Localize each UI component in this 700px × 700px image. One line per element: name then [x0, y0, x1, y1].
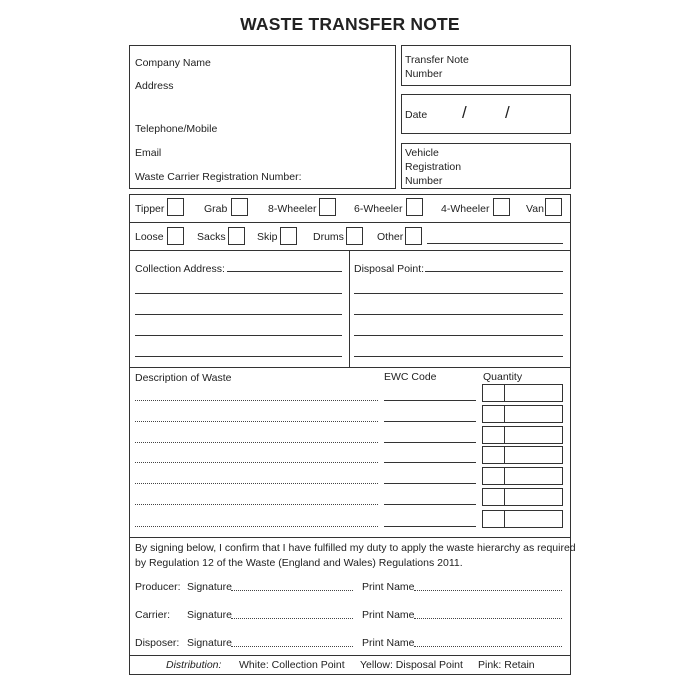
quantity-cell-divider [504, 489, 505, 505]
skip-checkbox[interactable] [280, 227, 297, 245]
collection-address-line[interactable] [135, 314, 342, 315]
carrier-print-name-label: Print Name [362, 609, 415, 621]
waste-description-line[interactable] [135, 442, 378, 443]
distribution-white: White: Collection Point [239, 659, 345, 671]
other-checkbox[interactable] [405, 227, 422, 245]
other-specify-line[interactable] [427, 243, 563, 244]
8-wheeler-checkbox[interactable] [319, 198, 336, 216]
container-type-skip-label: Skip [257, 231, 278, 243]
producer-print-name-line[interactable] [414, 590, 562, 591]
disposer-signature-label: Signature [187, 637, 232, 649]
vehicle-label-line3: Number [405, 175, 443, 187]
container-type-drums-label: Drums [313, 231, 344, 243]
declaration-line-2: by Regulation 12 of the Waste (England and Wales) Regulations 2011. [135, 557, 463, 569]
vehicle-type-van-label: Van [526, 203, 544, 215]
disposer-role-label: Disposer: [135, 637, 180, 649]
quantity-cell-divider [504, 468, 505, 484]
disposer-print-name-label: Print Name [362, 637, 415, 649]
6-wheeler-checkbox[interactable] [406, 198, 423, 216]
vehicle-type-8-wheeler-label: 8-Wheeler [268, 203, 317, 215]
collection-address-line[interactable] [135, 335, 342, 336]
telephone-label: Telephone/Mobile [135, 123, 218, 135]
disposer-print-name-line[interactable] [414, 646, 562, 647]
waste-description-line[interactable] [135, 483, 378, 484]
distribution-pink: Pink: Retain [478, 659, 535, 671]
form-title: WASTE TRANSFER NOTE [240, 14, 460, 34]
column-divider [349, 250, 350, 367]
divider [129, 222, 571, 223]
disposal-point-line[interactable] [354, 293, 563, 294]
waste-description-line[interactable] [135, 462, 378, 463]
divider [129, 537, 571, 538]
disposal-point-line[interactable] [354, 356, 563, 357]
transfer-note-label-line2: Number [405, 68, 443, 80]
loose-checkbox[interactable] [167, 227, 184, 245]
disposer-signature-line[interactable] [231, 646, 353, 647]
description-of-waste-label: Description of Waste [135, 372, 232, 384]
date-separator-1: / [462, 103, 467, 122]
quantity-cell[interactable] [482, 467, 563, 485]
quantity-cell-divider [504, 511, 505, 527]
quantity-cell[interactable] [482, 510, 563, 528]
carrier-role-label: Carrier: [135, 609, 171, 621]
distribution-yellow: Yellow: Disposal Point [360, 659, 463, 671]
quantity-cell[interactable] [482, 384, 563, 402]
quantity-cell-divider [504, 427, 505, 443]
declaration-line-1: By signing below, I confirm that I have fulfilled my duty to apply the waste hierarchy as required [135, 542, 576, 554]
collection-address-line[interactable] [135, 293, 342, 294]
disposal-point-line[interactable] [354, 335, 563, 336]
quantity-cell[interactable] [482, 446, 563, 464]
distribution-label: Distribution: [166, 659, 222, 671]
disposal-point-label: Disposal Point: [354, 263, 425, 275]
waste-description-line[interactable] [135, 504, 378, 505]
quantity-cell[interactable] [482, 405, 563, 423]
collection-address-line[interactable] [227, 271, 342, 272]
vehicle-label-line2: Registration [405, 161, 462, 173]
divider [129, 655, 571, 656]
waste-description-line[interactable] [135, 400, 378, 401]
quantity-cell[interactable] [482, 426, 563, 444]
disposal-point-line[interactable] [354, 314, 563, 315]
drums-checkbox[interactable] [346, 227, 363, 245]
producer-signature-label: Signature [187, 581, 232, 593]
collection-address-line[interactable] [135, 356, 342, 357]
vehicle-type-grab-label: Grab [204, 203, 228, 215]
vehicle-type-6-wheeler-label: 6-Wheeler [354, 203, 403, 215]
address-label: Address [135, 80, 174, 92]
date-label: Date [405, 109, 428, 121]
quantity-cell-divider [504, 447, 505, 463]
date-separator-2: / [505, 103, 510, 122]
van-checkbox[interactable] [545, 198, 562, 216]
ewc-code-line[interactable] [384, 400, 476, 401]
carrier-signature-line[interactable] [231, 618, 353, 619]
vehicle-type-4-wheeler-label: 4-Wheeler [441, 203, 490, 215]
quantity-cell-divider [504, 406, 505, 422]
vehicle-label-line1: Vehicle [405, 147, 439, 159]
divider [129, 250, 571, 251]
4-wheeler-checkbox[interactable] [493, 198, 510, 216]
producer-print-name-label: Print Name [362, 581, 415, 593]
ewc-code-line[interactable] [384, 421, 476, 422]
waste-description-line[interactable] [135, 421, 378, 422]
ewc-code-line[interactable] [384, 442, 476, 443]
producer-signature-line[interactable] [231, 590, 353, 591]
ewc-code-line[interactable] [384, 504, 476, 505]
carrier-registration-label: Waste Carrier Registration Number: [135, 171, 302, 183]
ewc-code-label: EWC Code [384, 371, 437, 383]
sacks-checkbox[interactable] [228, 227, 245, 245]
transfer-note-label-line1: Transfer Note [405, 54, 469, 66]
waste-description-line[interactable] [135, 526, 378, 527]
collection-address-label: Collection Address: [135, 263, 225, 275]
ewc-code-line[interactable] [384, 483, 476, 484]
company-name-label: Company Name [135, 57, 211, 69]
producer-role-label: Producer: [135, 581, 181, 593]
disposal-point-line[interactable] [425, 271, 563, 272]
tipper-checkbox[interactable] [167, 198, 184, 216]
vehicle-type-tipper-label: Tipper [135, 203, 165, 215]
divider [129, 367, 571, 368]
container-type-sacks-label: Sacks [197, 231, 226, 243]
container-type-loose-label: Loose [135, 231, 164, 243]
quantity-cell-divider [504, 385, 505, 401]
grab-checkbox[interactable] [231, 198, 248, 216]
email-label: Email [135, 147, 162, 159]
quantity-label: Quantity [483, 371, 523, 383]
ewc-code-line[interactable] [384, 526, 476, 527]
ewc-code-line[interactable] [384, 462, 476, 463]
quantity-cell[interactable] [482, 488, 563, 506]
carrier-print-name-line[interactable] [414, 618, 562, 619]
container-type-other-label: Other [377, 231, 404, 243]
carrier-signature-label: Signature [187, 609, 232, 621]
